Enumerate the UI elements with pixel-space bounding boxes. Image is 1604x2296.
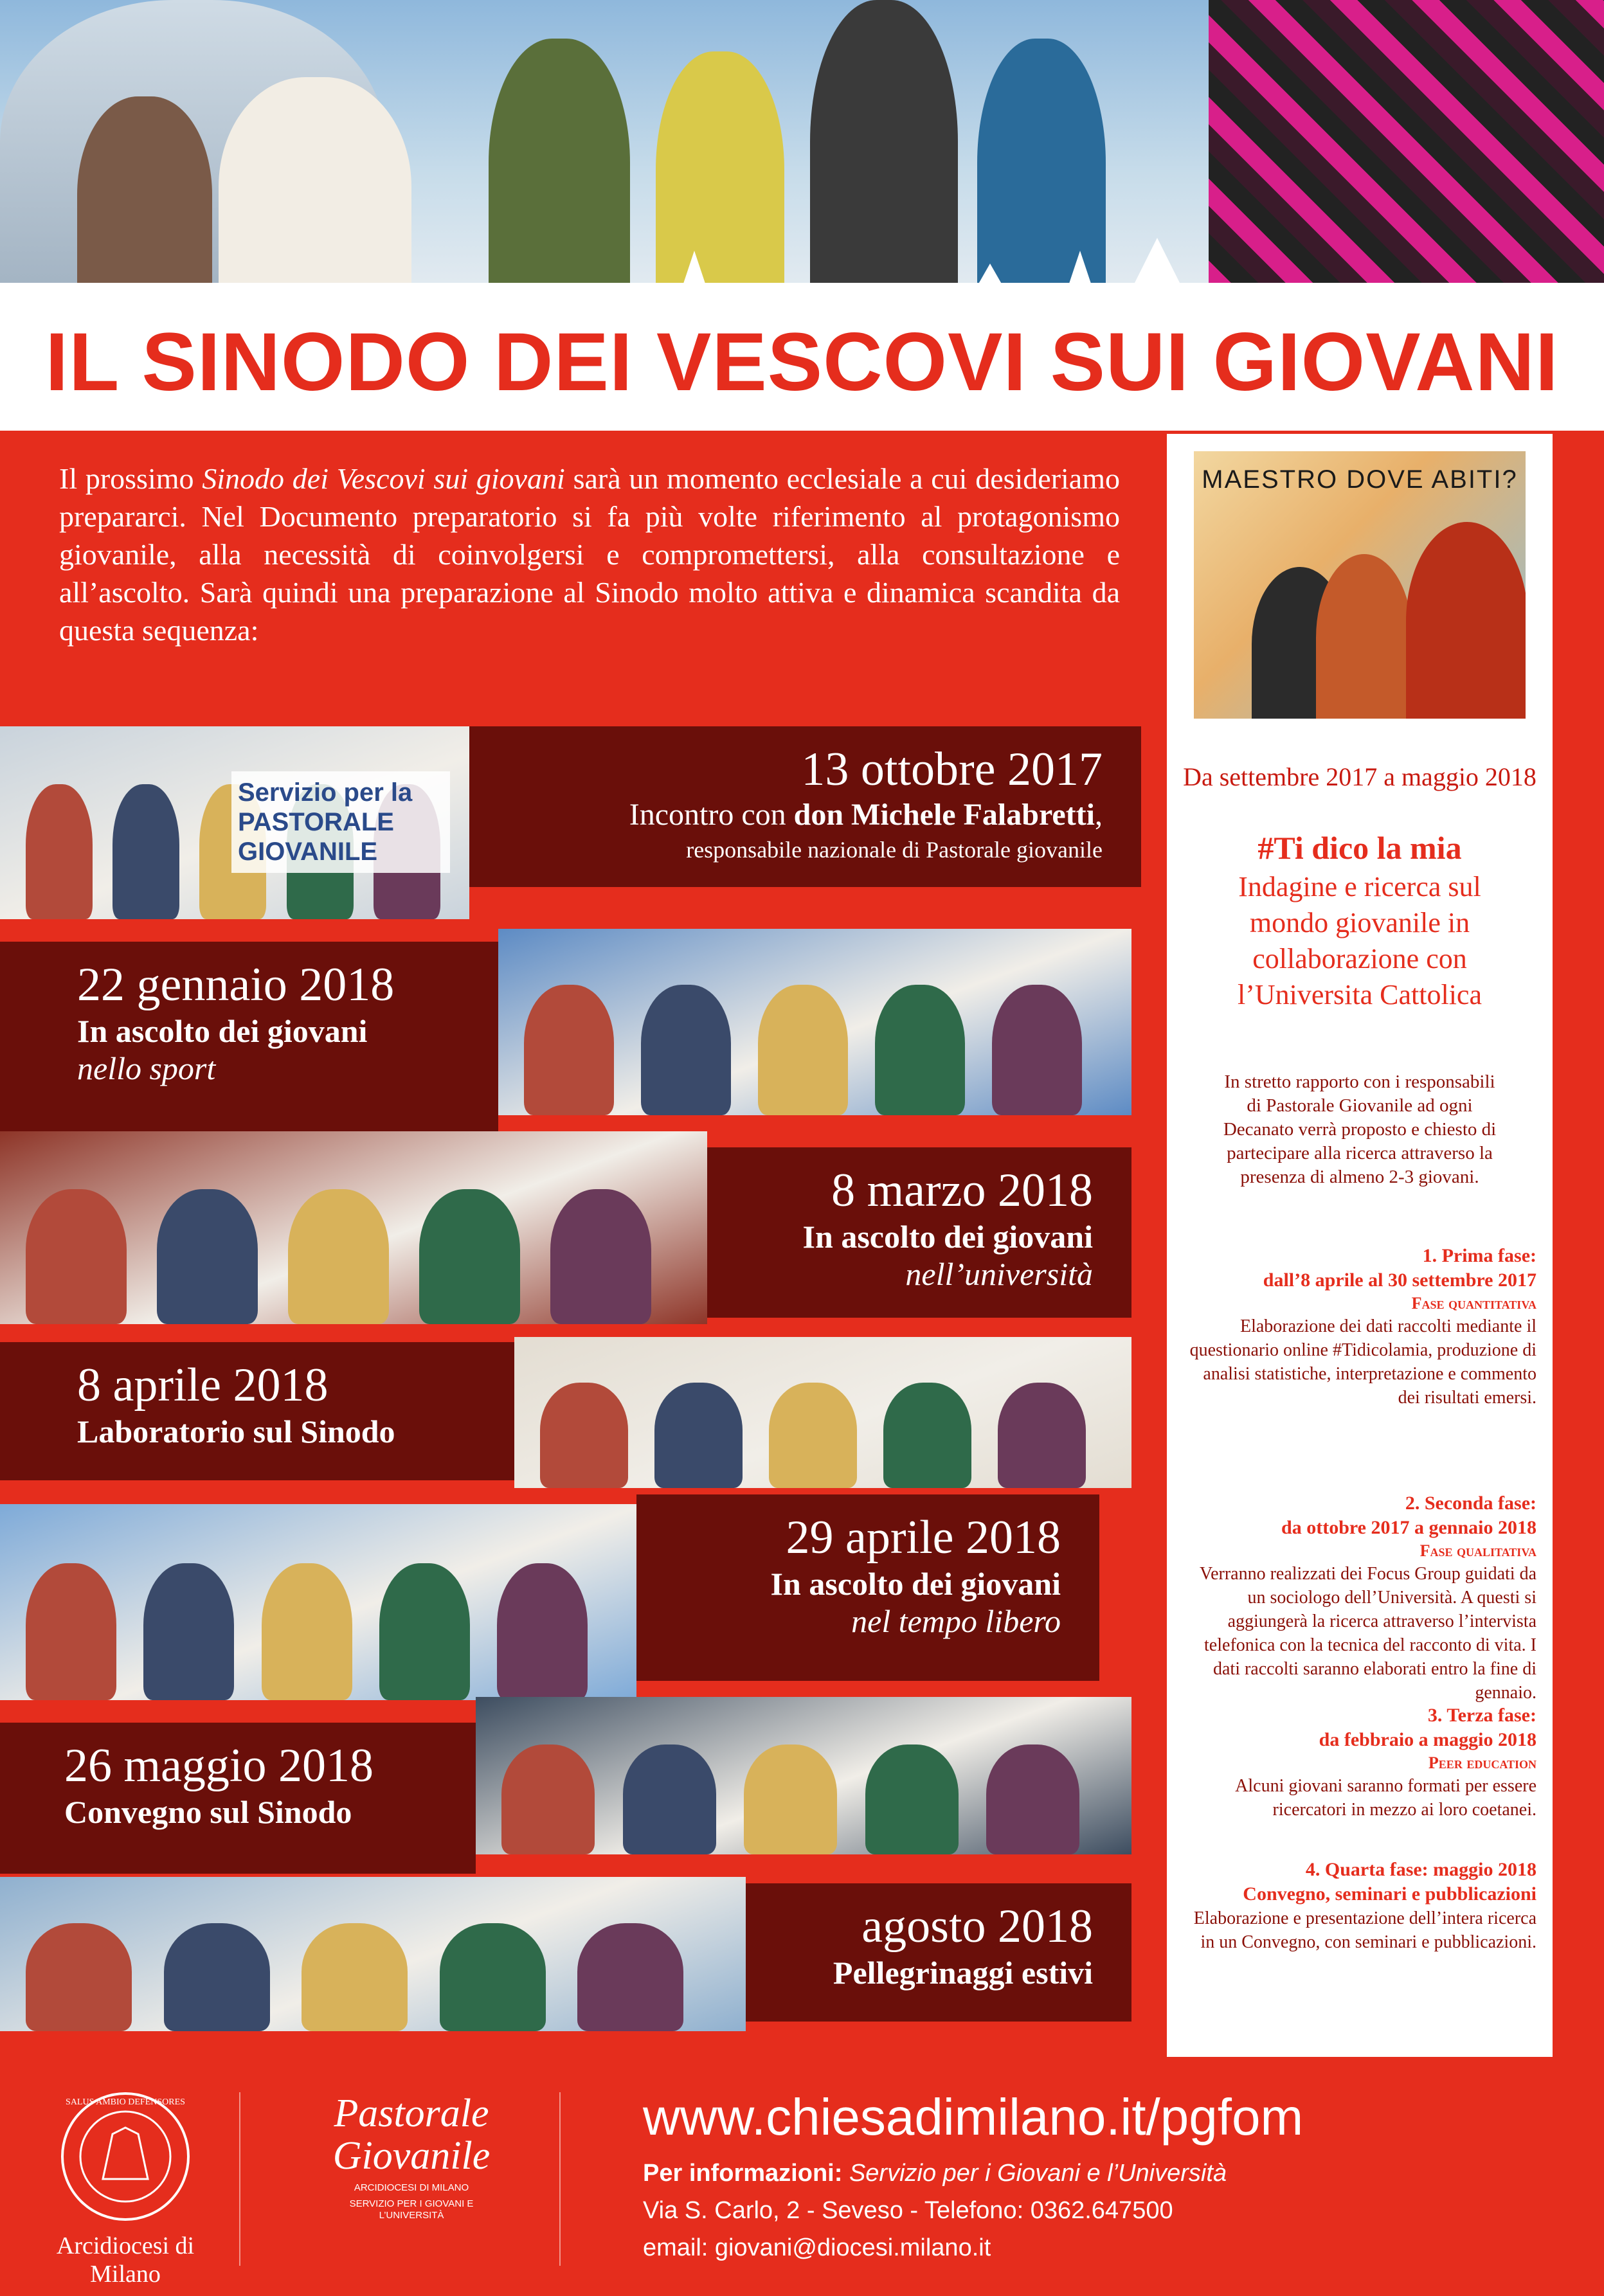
event-date: 13 ottobre 2017: [801, 743, 1103, 796]
survey-period: Da settembre 2017 a maggio 2018: [1183, 762, 1536, 791]
intro-text: sarà un momento ecclesiale a cui desideriamo prepararci. Nel Documento preparatorio si fa più volte riferimento al protagonismo giovanile, alla necessità di coinvolgersi e compromettersi, alla consultazione e all’ascolto. Sarà quindi una preparazione al Sinodo molto attiva e dinamica scandita da questa sequenza:: [59, 462, 1121, 647]
photo-figure: [769, 1383, 857, 1489]
footer: [0, 2057, 1604, 2296]
event-photo: [498, 929, 1131, 1115]
phase-block: [1176, 1858, 1536, 1954]
maestro-artwork: [1193, 450, 1527, 720]
logo-main: Pastorale Giovanile: [332, 2092, 491, 2178]
photo-figure: [998, 1383, 1086, 1489]
phase-title: 3. Terza fase:: [1427, 1705, 1536, 1726]
event-date: 26 maggio 2018: [64, 1739, 374, 1792]
survey-body: In stretto rapporto con i responsabili di Pastorale Giovanile ad ogni Decanato verrà proposto e chiesto di partecipare alla ricerca attraverso la presenza di almeno 2-3 giovani.: [1223, 1072, 1497, 1187]
event-date: agosto 2018: [861, 1900, 1093, 1953]
photo-figure: [440, 1923, 546, 2031]
event-text: [64, 1739, 450, 1831]
page-title: IL SINODO DEI VESCOVI SUI GIOVANI: [45, 316, 1559, 408]
info-label: Per informazioni:: [643, 2160, 843, 2187]
photo-figure: [288, 1189, 389, 1324]
photo-figure: [641, 985, 731, 1115]
event-title: Pellegrinaggi estivi: [833, 1955, 1093, 1991]
phase-title: 4. Quarta fase: maggio 2018: [1305, 1859, 1536, 1880]
photo-figure: [883, 1383, 971, 1489]
photo-figure: [654, 1383, 743, 1489]
event-photo: [476, 1697, 1131, 1854]
photo-figure: [540, 1383, 628, 1489]
photo-figure: [875, 985, 965, 1115]
event-title: [495, 797, 1103, 832]
seal-lettering: SALUS AMBIO DEFENSORES: [66, 2097, 185, 2107]
event-subtitle: nel tempo libero: [851, 1603, 1061, 1639]
photo-figure: [623, 1744, 716, 1855]
divider: [559, 2092, 561, 2266]
photo-figure: [143, 1563, 234, 1701]
photo-figure: [26, 1923, 132, 2031]
phase-block: [1176, 1491, 1536, 1705]
event-title-text: Incontro con: [629, 798, 794, 832]
photo-figure: [157, 1189, 258, 1324]
photo-figure: [986, 1744, 1079, 1855]
phase-period: Convegno, seminari e pubblicazioni: [1243, 1883, 1536, 1905]
photo-figure: [501, 1744, 595, 1855]
artwork-figure: [1316, 554, 1412, 720]
artwork-figure: [1406, 522, 1527, 720]
pastorale-logo: [302, 2092, 521, 2247]
phase-text: Elaborazione e presentazione dell’intera ricerca in un Convegno, con seminari e pubblicazioni.: [1193, 1908, 1536, 1952]
survey-hashtag: #Ti dico la mia: [1257, 830, 1462, 866]
address: Via S. Carlo, 2 - Seveso - Telefono: 0362.647500: [643, 2197, 1173, 2224]
photo-figure: [744, 1744, 837, 1855]
event-text: [77, 958, 473, 1087]
diocese-seal-icon: [58, 2089, 193, 2224]
phase-text: Alcuni giovani saranno formati per essere ricercatori in mezzo ai loro coetanei.: [1235, 1776, 1536, 1820]
phase-label: Peer education: [1428, 1753, 1536, 1772]
photo-figure: [26, 784, 93, 919]
website-link[interactable]: www.chiesadimilano.it/pgfom: [643, 2088, 1304, 2146]
divider: [239, 2092, 240, 2266]
phase-label: Fase qualitativa: [1419, 1541, 1536, 1560]
intro-text: Il prossimo: [59, 462, 203, 495]
photo-figure: [302, 1923, 408, 2031]
event-subtitle: nell’università: [905, 1256, 1093, 1292]
event-photo: [0, 1131, 707, 1324]
photo-figure: [550, 1189, 651, 1324]
phase-label: Fase quantitativa: [1411, 1294, 1536, 1313]
photo-figure: [113, 784, 179, 919]
photo-figure: [577, 1923, 683, 2031]
event-photo: [0, 1877, 746, 2031]
event-photo: [514, 1337, 1131, 1488]
phase-period: da ottobre 2017 a gennaio 2018: [1281, 1517, 1536, 1538]
phase-title: 2. Seconda fase:: [1405, 1493, 1536, 1514]
event-title: Convegno sul Sinodo: [64, 1794, 352, 1830]
event-text: [495, 742, 1103, 863]
logo-sub: SERVIZIO PER I GIOVANI E L’UNIVERSITÀ: [349, 2198, 474, 2221]
event-text: [649, 1511, 1061, 1640]
photo-figure: [419, 1189, 520, 1324]
event-subtitle: responsabile nazionale di Pastorale giovanile: [686, 837, 1103, 863]
artwork-title: MAESTRO DOVE ABITI?: [1202, 465, 1518, 494]
survey-description: Indagine e ricerca sul mondo giovanile in collaborazione con l’Universita Cattolica: [1238, 871, 1482, 1010]
phase-block: [1176, 1244, 1536, 1410]
photo-figure: [865, 1744, 959, 1855]
event-subtitle: nello sport: [77, 1050, 216, 1086]
event-title-text: ,: [1095, 798, 1103, 832]
photo-figure: [758, 985, 848, 1115]
event-photo: [0, 1504, 636, 1700]
photo-figure: [262, 1563, 352, 1701]
diocese-name: Arcidiocesi di Milano: [56, 2232, 195, 2288]
photo-banner-text: Servizio per la PASTORALE GIOVANILE: [231, 771, 450, 873]
photo-figure: [379, 1563, 470, 1701]
event-date: 29 aprile 2018: [786, 1511, 1061, 1564]
event-date: 8 marzo 2018: [831, 1164, 1093, 1217]
event-title: Laboratorio sul Sinodo: [77, 1413, 395, 1449]
phase-block: [1176, 1703, 1536, 1822]
intro-emphasis: Sinodo dei Vescovi sui giovani: [202, 462, 565, 495]
event-title: In ascolto dei giovani: [77, 1013, 368, 1049]
phase-period: dall’8 aprile al 30 settembre 2017: [1263, 1269, 1536, 1291]
photo-figure: [26, 1189, 127, 1324]
event-title: In ascolto dei giovani: [802, 1219, 1093, 1255]
event-text: [759, 1899, 1093, 1991]
event-photo: [0, 726, 469, 919]
event-speaker: don Michele Falabretti: [793, 798, 1095, 832]
event-date: 22 gennaio 2018: [77, 958, 395, 1011]
event-title: In ascolto dei giovani: [770, 1566, 1061, 1602]
photo-figure: [26, 1563, 116, 1701]
phase-text: Verranno realizzati dei Focus Group guidati da un sociologo dell’Università. A questi si aggiungerà la ricerca attraverso l’intervista telefonica con la tecnica del racconto di vita. I dati raccolti saranno elaborati entro la fine di gennaio.: [1199, 1564, 1536, 1703]
logo-top: ARCIDIOCESI DI MILANO: [354, 2182, 469, 2193]
info-line: [643, 2160, 1227, 2187]
event-text: [720, 1163, 1093, 1293]
phase-period: da febbraio a maggio 2018: [1319, 1729, 1536, 1750]
photo-figure: [497, 1563, 588, 1701]
photo-figure: [992, 985, 1082, 1115]
photo-figure: [524, 985, 614, 1115]
event-text: [77, 1358, 489, 1450]
phase-text: Elaborazione dei dati raccolti mediante il questionario online #Tidicolamia, produzione di analisi statistiche, interpretazione e commento dei risultati emersi.: [1189, 1316, 1536, 1408]
photo-figure: [164, 1923, 270, 2031]
email-link[interactable]: email: giovani@diocesi.milano.it: [643, 2234, 991, 2261]
info-text: Servizio per i Giovani e l’Università: [849, 2160, 1227, 2187]
phase-title: 1. Prima fase:: [1422, 1245, 1536, 1266]
intro-paragraph: [59, 460, 1120, 649]
event-date: 8 aprile 2018: [77, 1359, 329, 1412]
